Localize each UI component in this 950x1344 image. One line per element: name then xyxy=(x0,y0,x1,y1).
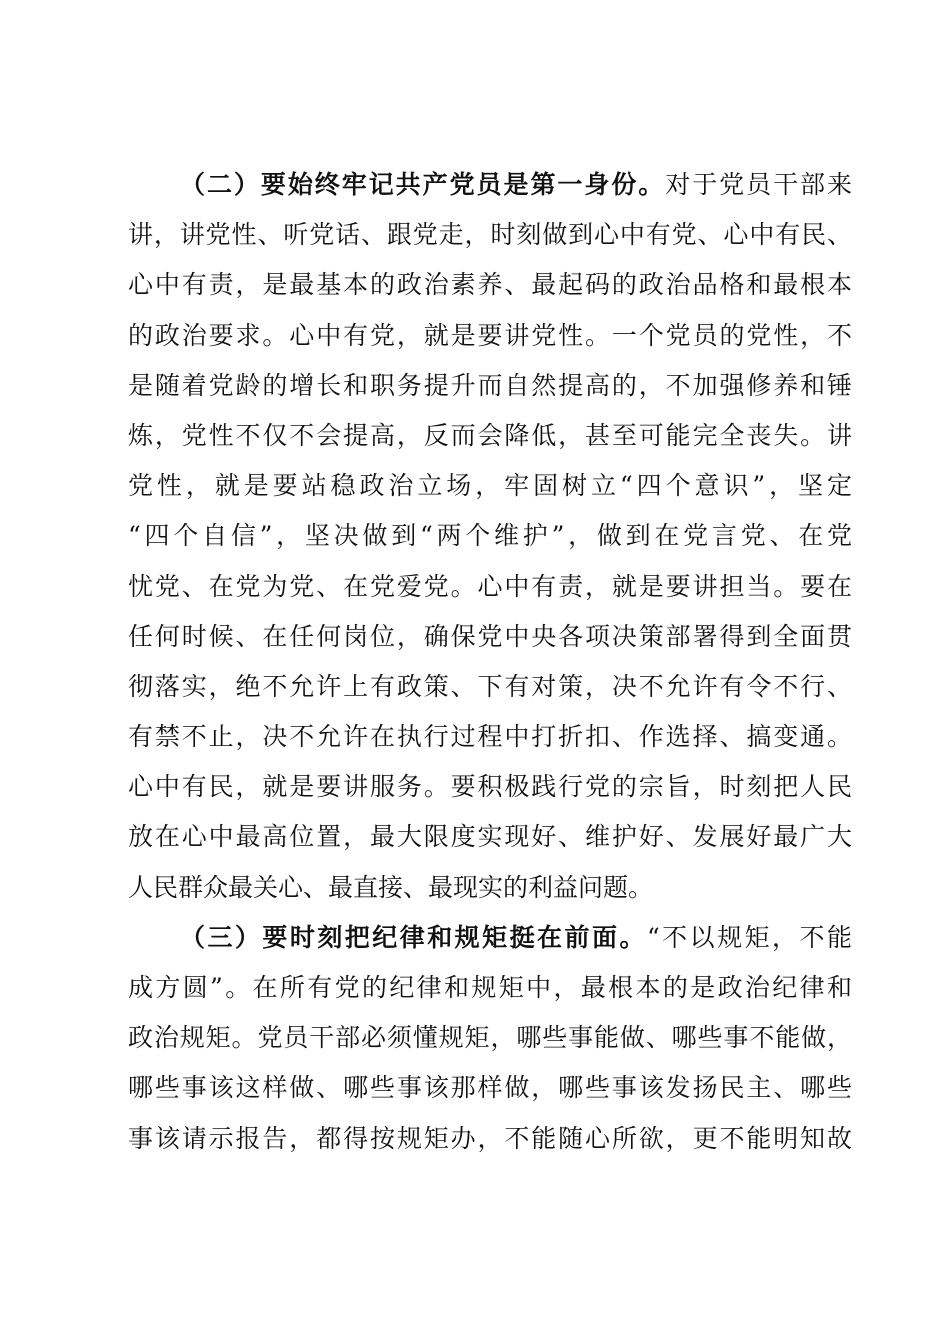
section-3-first-line xyxy=(128,913,852,963)
paragraph-line: 彻落实，绝不允许上有政策、下有对策，决不允许有令不行、 xyxy=(128,671,852,701)
section-2-heading: （二）要始终牢记共产党员是第一身份。 xyxy=(180,170,666,199)
paragraph-line: 放在心中最高位置，最大限度实现好、维护好、发展好最广大 xyxy=(128,822,852,852)
section-2-first-line xyxy=(128,160,852,210)
paragraph-line: 事该请示报告，都得按规矩办，不能随心所欲，更不能明知故 xyxy=(128,1123,852,1153)
paragraph-line: 心中有民，就是要讲服务。要积极践行党的宗旨，时刻把人民 xyxy=(128,772,852,802)
paragraph-line: 任何时候、在任何岗位，确保党中央各项决策部署得到全面贯 xyxy=(128,621,852,651)
paragraph-line: 炼，党性不仅不会提高，反而会降低，甚至可能完全丧失。讲 xyxy=(128,420,852,450)
paragraph-line: 成方圆”。在所有党的纪律和规矩中，最根本的是政治纪律和 xyxy=(128,973,852,1002)
paragraph-line: 讲，讲党性、听党话、跟党走，时刻做到心中有党、心中有民、 xyxy=(128,220,852,250)
paragraph-line: “四个自信”，坚决做到“两个维护”，做到在党言党、在党 xyxy=(128,521,852,551)
paragraph-line: 政治规矩。党员干部必须懂规矩，哪些事能做、哪些事不能做， xyxy=(128,1023,852,1053)
paragraph-line: 是随着党龄的增长和职务提升而自然提高的，不加强修养和锤 xyxy=(128,370,852,400)
paragraph-line: 忧党、在党为党、在党爱党。心中有责，就是要讲担当。要在 xyxy=(128,571,852,601)
paragraph-line: “不以规矩，不能 xyxy=(646,922,852,952)
paragraph-line: 哪些事该这样做、哪些事该那样做，哪些事该发扬民主、哪些 xyxy=(128,1073,852,1103)
paragraph-line: 党性，就是要站稳政治立场，牢固树立“四个意识”，坚定 xyxy=(128,471,852,501)
paragraph-line: 心中有责，是最基本的政治素养、最起码的政治品格和最根本 xyxy=(128,270,852,300)
paragraph-line: 人民群众最关心、最直接、最现实的利益问题。 xyxy=(128,872,654,902)
document-body xyxy=(128,160,852,1164)
paragraph-line: 对于党员干部来 xyxy=(665,170,852,199)
section-3-heading: （三）要时刻把纪律和规矩挺在前面。 xyxy=(180,922,647,952)
paragraph-line: 有禁不止，决不允许在执行过程中打折扣、作选择、搞变通。 xyxy=(128,722,852,752)
paragraph-line: 的政治要求。心中有党，就是要讲党性。一个党员的党性，不 xyxy=(128,320,852,350)
